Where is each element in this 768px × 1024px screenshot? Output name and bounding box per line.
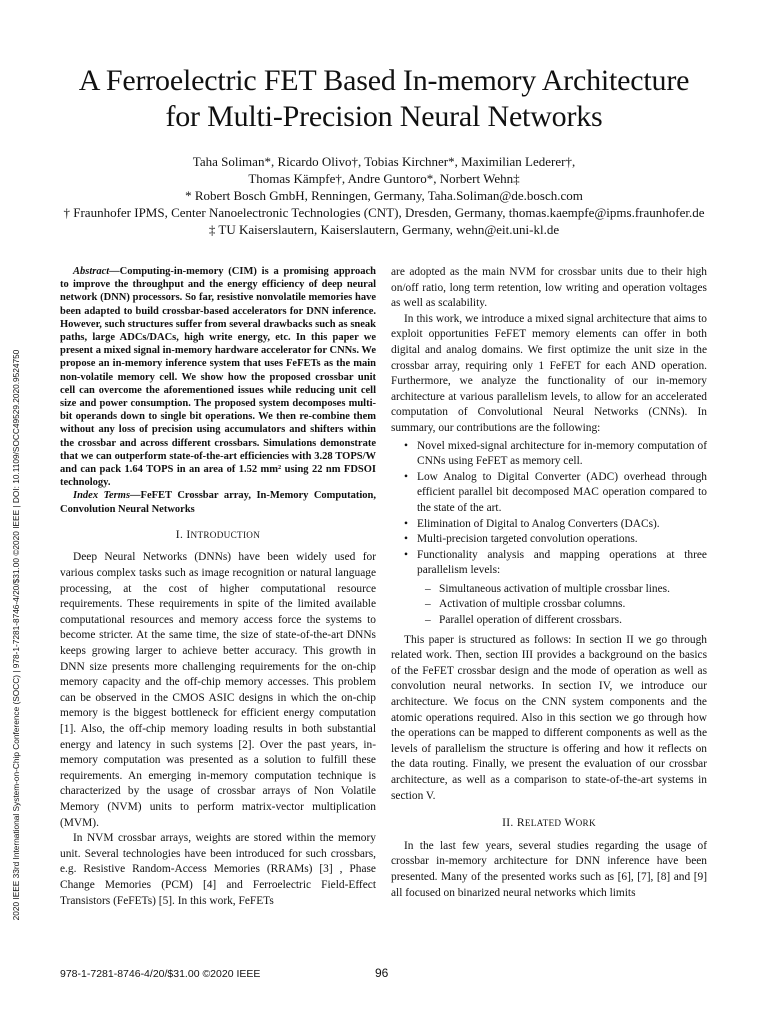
right-column	[391, 265, 707, 901]
index-terms-text: —FeFET Crossbar array, In-Memory Computation, Convolution Neural Networks	[60, 490, 376, 515]
parallelism-sublist	[417, 582, 707, 629]
sub-list-item: – Parallel operation of different crossbars.	[425, 614, 622, 627]
intro-paragraph-2: In NVM crossbar arrays, weights are stored within the memory unit. Several technologies have been introduced for such crossbars, e.g. Resistive Random-Access Memories (RRAMs) [3] , Phase Change Memories (PCM) [4] and Ferroelectric Field-Effect Transistors (FeFETs) [5]. In this work, FeFETs	[60, 832, 376, 907]
intro-paragraph-4: This paper is structured as follows: In section II we go through related work. Then, section III provides a background on the basics of the FeFET crossbar design and the mode of operation as well as convolution neural networks. In section IV, we introduce our architecture. We focus on the CNN system components and the atomic operations required. Also in this section we go through how the operations can be mapped to different components as well as the levels of parallelism the structure is offering and how it reflects on the data routing. Finally, we present the evaluation of our crossbar architecture, as well as a comparison to state-of-the-art systems in section V.	[391, 633, 707, 802]
paper-title	[20, 63, 748, 135]
sub-list-item: – Activation of multiple crossbar columns.	[425, 598, 626, 611]
abstract-text: —Computing-in-memory (CIM) is a promising approach to improve the throughput and the energy efficiency of deep neural network (DNN) processors. So far, resistive nonvolatile memories have been adapted to build crossbar-based accelerators for DNN inference. However, such structures suffer from several drawbacks such as sneak paths, large ADCs/DACs, high write energy, etc. In this paper we present a mixed signal in-memory hardware accelerator for CNNs. We propose an in-memory inference system that uses FeFETs as the main non-volatile memory cell. We show how the proposed crossbar unit cell can overcome the aforementioned issues while reducing unit cell size and power consumption. The proposed system decomposes multi-bit operands down to single bit operations. We then re-combine them without any loss of precision using accumulators and shifters within the crossbar and across different crossbars. Simulations demonstrate that we can outperform state-of-the-art efficiencies with 3.28 TOPS/W and can pack 1.64 TOPS in an area of 1.52 mm² using 22 nm FDSOI technology.	[60, 266, 376, 489]
list-item: • Multi-precision targeted convolution operations.	[404, 533, 638, 546]
abstract	[60, 265, 376, 516]
related-work-paragraph-1: In the last few years, several studies regarding the usage of crossbar in-memory architecture for DNN inference have been presented. Many of the presented works such as [6], [7], [8] and [9] all focused on binarized neural networks which limits	[391, 839, 707, 899]
contribution-list	[391, 439, 707, 629]
author-block	[20, 153, 748, 238]
intro-paragraph-1: Deep Neural Networks (DNNs) have been widely used for various complex tasks such as image recognition or natural language processing, at the cost of higher computational resource requirements. These requirements in spite of the limited available computational resources and memory access force the systems to become stricter. At the same time, the size of state-of-the-art DNNs keeps growing larger to achieve better accuracy. This growth in DNN size presents more challenging requirements for the on-chip memory capacity and the off-chip memory accesses. This problem can be observed in the CMOS ASIC designs in which the on-chip memory is the biggest bottleneck for efficient energy computation [1]. Also, the off-chip memory loading results in both substantial energy and latency in such systems [2]. Over the past years, in-memory computation was presented as a solution to fulfill these requirements. An emerging in-memory computation technique is characterized by the usage of crossbar arrays of Non Volatile Memory (NVM) units to perform matrix-vector multiplication (MVM).	[60, 551, 376, 829]
affiliation-bosch: * Robert Bosch GmbH, Renningen, Germany, Taha.Soliman@de.bosch.com	[185, 188, 583, 203]
intro-paragraph-2-continued: are adopted as the main NVM for crossbar units due to their high on/off ratio, long term retention, low writing and operation voltages as well as scalability.	[391, 266, 707, 310]
section-heading-related-work: II. RELATED WORK	[502, 816, 596, 830]
abstract-label: Abstract	[73, 266, 110, 277]
intro-paragraph-3: In this work, we introduce a mixed signal architecture that aims to exploit opportunities FeFET memory elements can offer in both digital and analog domains. We first optimize the unit size in the crossbar array, requiring only 1 FeFET for each AND operation. Furthermore, we analyze the functionality of our in-memory architecture at various parallelism levels, to allow for an accelerated computation of Convolutional Neural Networks (CNNs). In summary, our contributions are the following:	[391, 312, 707, 434]
list-item: • Elimination of Digital to Analog Converters (DACs).	[404, 517, 660, 530]
section-heading-introduction: I. INTRODUCTION	[175, 527, 261, 541]
list-item: • Functionality analysis and mapping operations at three parallelism levels: – Simultaneous activation of multiple crossbar lines. – Activation of multiple crossbar columns. – Parallel operation of different crossbars.	[417, 548, 707, 629]
author-line-2: Thomas Kämpfe†, Andre Guntoro*, Norbert Wehn‡	[248, 171, 520, 186]
page-number: 96	[375, 966, 389, 980]
sub-list-item: – Simultaneous activation of multiple crossbar lines.	[425, 582, 670, 595]
index-terms-label: Index Terms	[73, 490, 131, 502]
author-line-1: Taha Soliman*, Ricardo Olivo†, Tobias Kirchner*, Maximilian Lederer†,	[192, 154, 576, 169]
affiliation-tu-kaiserslautern: ‡ TU Kaiserslautern, Kaiserslautern, Germany, wehn@eit.uni-kl.de	[208, 222, 560, 237]
list-item: • Novel mixed-signal architecture for in-memory computation of CNNs using FeFET as memory cell.	[404, 439, 707, 468]
conference-sidebar: 2020 IEEE 33rd International System-on-Chip Conference (SOCC) | 978-1-7281-8746-4/20/$31.00 ©2020 IEEE | DOI: 10.1109/SOCC49529.2020.9524750	[11, 349, 21, 921]
left-column	[60, 265, 376, 909]
title-line-2: for Multi-Precision Neural Networks	[165, 100, 603, 133]
affiliation-fraunhofer: † Fraunhofer IPMS, Center Nanoelectronic Technologies (CNT), Dresden, Germany, thomas.kaempfe@ipms.fraunhofer.de	[63, 205, 705, 220]
list-item: • Low Analog to Digital Converter (ADC) overhead through efficient parallel bit decomposed MAC operation compared to the state of the art.	[404, 470, 707, 514]
copyright-footer: 978-1-7281-8746-4/20/$31.00 ©2020 IEEE	[60, 968, 261, 980]
title-line-1: A Ferroelectric FET Based In-memory Architecture	[78, 64, 690, 97]
